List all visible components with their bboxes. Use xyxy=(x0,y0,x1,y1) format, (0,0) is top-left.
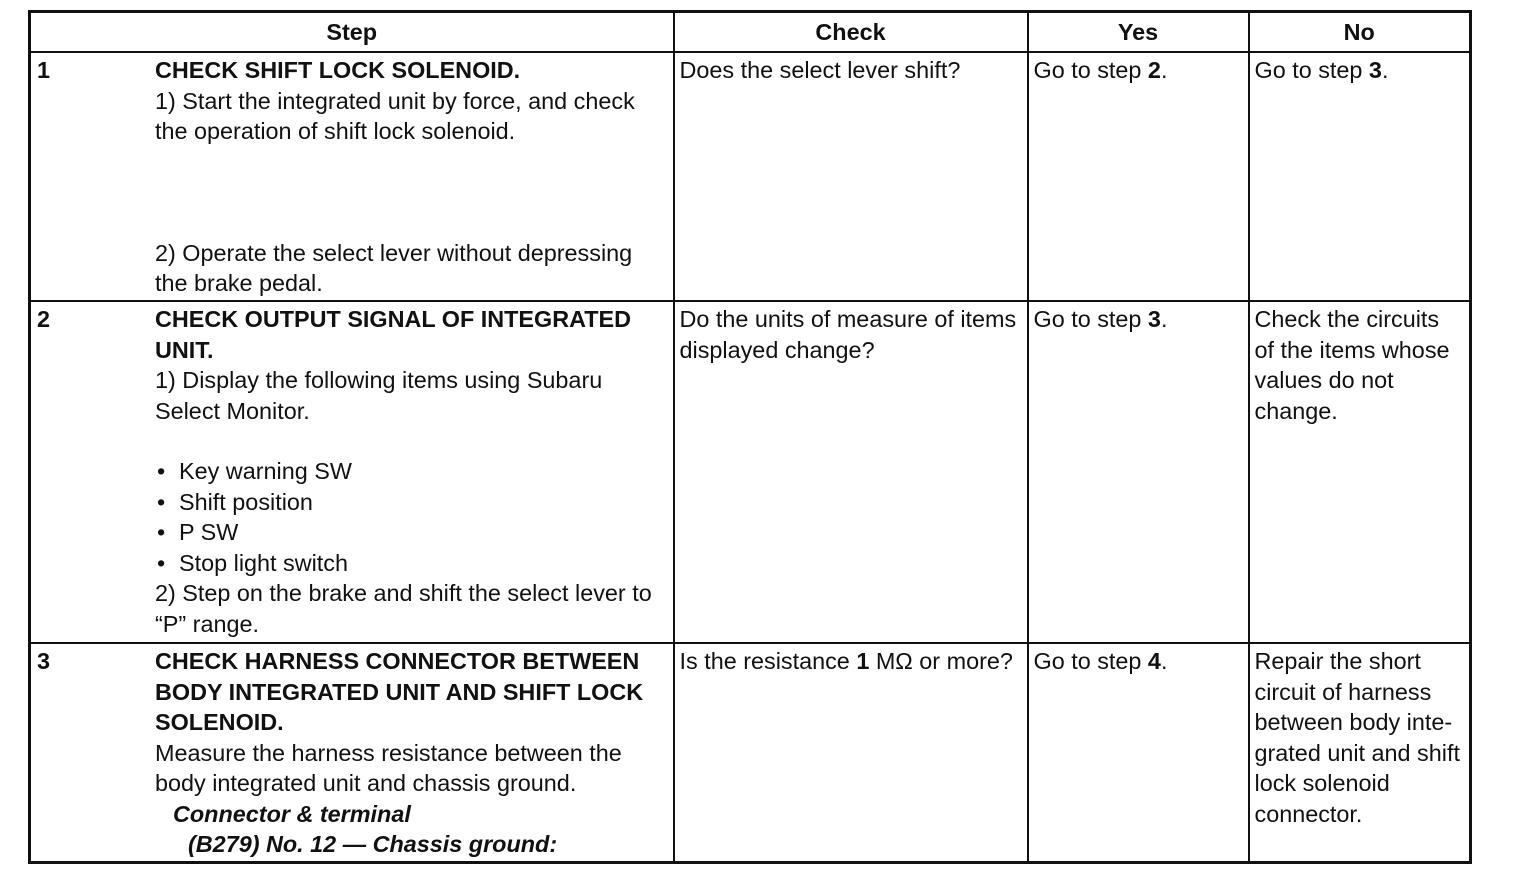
step-number: 1 xyxy=(37,57,51,83)
yes-cell: Go to step 3. xyxy=(1028,301,1249,643)
connector-label: Connector & terminal xyxy=(173,800,411,827)
list-item: • Shift position xyxy=(155,487,669,518)
spacer xyxy=(155,147,669,238)
step-body xyxy=(155,302,673,639)
step-cell xyxy=(30,643,674,862)
yes-step-number: 2 xyxy=(1147,57,1161,83)
no-cell: Go to step 3. xyxy=(1249,52,1471,301)
list-item: • Stop light switch xyxy=(155,548,669,579)
yes-text: Go to step xyxy=(1033,648,1148,674)
header-check: Check xyxy=(674,12,1028,53)
check-text-after: MΩ or more? xyxy=(869,648,1013,674)
step-number: 3 xyxy=(37,648,51,674)
connector-value: (B279) No. 12 — Chassis ground: xyxy=(188,831,558,857)
step-instruction: 1) Display the following items using Subaru Select Monitor. xyxy=(155,367,603,424)
check-cell xyxy=(674,52,1028,301)
check-cell xyxy=(674,643,1028,862)
step-title: CHECK HARNESS CONNECTOR BETWEEN BODY INTEGRATED UNIT AND SHIFT LOCK SOLENOID. xyxy=(155,648,644,735)
header-row xyxy=(30,12,1471,53)
step-body xyxy=(155,644,673,860)
no-text: Check the circuits of the items whose values do not change. xyxy=(1254,306,1450,424)
list-item: • P SW xyxy=(155,517,669,548)
yes-text: Go to step xyxy=(1033,57,1148,83)
step-title: CHECK OUTPUT SIGNAL OF INTEGRATED UNIT. xyxy=(155,306,632,363)
step-title: CHECK SHIFT LOCK SOLENOID. xyxy=(155,57,521,83)
spacer xyxy=(155,426,669,456)
list-item: • Key warning SW xyxy=(155,456,669,487)
yes-cell: Go to step 4. xyxy=(1028,643,1249,862)
monitor-items-list xyxy=(155,456,669,578)
step-instruction: 2) Step on the brake and shift the select lever to “P” range. xyxy=(155,580,652,637)
step-cell xyxy=(30,301,674,643)
header-yes: Yes xyxy=(1028,12,1249,53)
step-instruction: 2) Operate the select lever without depressing the brake pedal. xyxy=(155,239,633,296)
check-value: 1 xyxy=(856,648,870,674)
check-cell xyxy=(674,301,1028,643)
diagnostic-table xyxy=(28,10,1472,864)
table-row xyxy=(30,301,1471,643)
no-cell xyxy=(1249,301,1471,643)
header-step: Step xyxy=(30,12,674,53)
header-no: No xyxy=(1249,12,1471,53)
no-text: Repair the short circuit of harness between body inte-grated unit and shift lock solenoid connector. xyxy=(1254,648,1460,827)
yes-text: Go to step xyxy=(1033,306,1148,332)
no-text: Go to step xyxy=(1254,57,1369,83)
yes-cell: Go to step 2. xyxy=(1028,52,1249,301)
step-instruction: 1) Start the integrated unit by force, and check the operation of shift lock solenoid. xyxy=(155,87,635,144)
yes-step-number: 3 xyxy=(1147,306,1161,332)
step-cell xyxy=(30,52,674,301)
check-text: Does the select lever shift? xyxy=(679,57,961,83)
table-row xyxy=(30,643,1471,862)
step-body xyxy=(155,53,673,299)
table-row xyxy=(30,52,1471,301)
no-step-number: 3 xyxy=(1368,57,1382,83)
check-text: Is the resistance xyxy=(679,648,857,674)
yes-step-number: 4 xyxy=(1147,648,1161,674)
step-number: 2 xyxy=(37,306,51,332)
no-cell xyxy=(1249,643,1471,862)
check-text: Do the units of measure of items displayed change? xyxy=(679,306,1017,363)
step-instruction: Measure the harness resistance between the body integrated unit and chassis ground. xyxy=(155,739,622,796)
